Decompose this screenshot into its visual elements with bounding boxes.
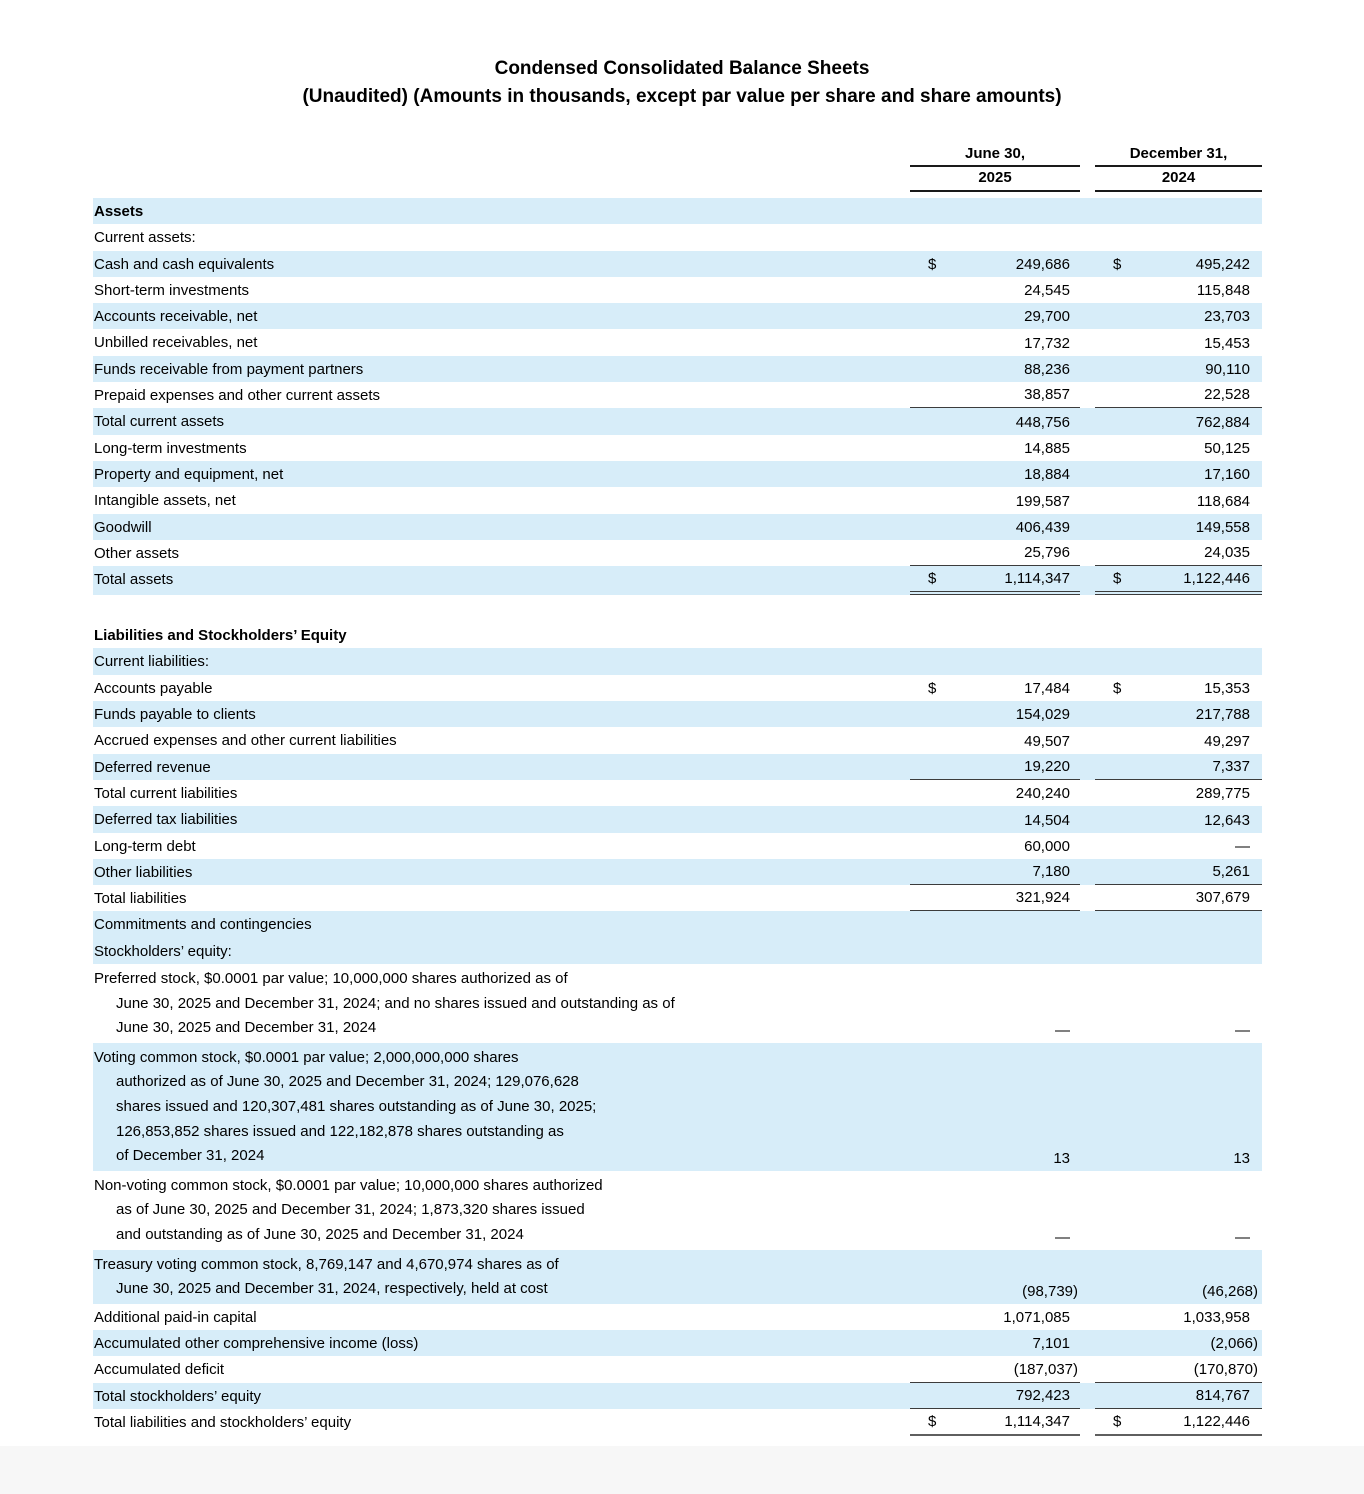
row-label-line: June 30, 2025 and December 31, 2024; and no shares issued and outstanding as of xyxy=(116,994,675,1012)
value: — xyxy=(1055,1021,1070,1039)
value: 49,297 xyxy=(1204,732,1250,750)
value: 118,684 xyxy=(1196,492,1250,510)
row-label-line: Preferred stock, $0.0001 par value; 10,000,000 shares authorized as of xyxy=(94,970,568,988)
section-spacer xyxy=(93,595,1262,622)
value-column-2 xyxy=(1095,1383,1262,1409)
table-row xyxy=(93,487,1262,513)
row-label: Other assets xyxy=(94,544,180,562)
value: 60,000 xyxy=(1024,837,1070,855)
value-column-2 xyxy=(1095,727,1262,753)
table-row xyxy=(93,277,1262,303)
table-row xyxy=(93,1250,1262,1304)
value: 49,507 xyxy=(1024,732,1070,750)
value-column-2 xyxy=(1095,514,1262,540)
value: 18,884 xyxy=(1024,466,1070,484)
column-header-june-30-2025 xyxy=(910,145,1080,192)
row-label: Liabilities and Stockholders’ Equity xyxy=(94,627,347,645)
row-label-line: Treasury voting common stock, 8,769,147 and 4,670,974 shares as of xyxy=(94,1255,559,1273)
table-row xyxy=(93,540,1262,566)
value-column-1 xyxy=(910,382,1080,408)
row-label-line: and outstanding as of June 30, 2025 and December 31, 2024 xyxy=(116,1225,524,1243)
value-column-1 xyxy=(910,251,1080,277)
value: 7,101 xyxy=(1032,1335,1070,1353)
table-row xyxy=(93,701,1262,727)
value-column-2 xyxy=(1095,1304,1262,1330)
value-column-1 xyxy=(910,1330,1080,1356)
value-column-1 xyxy=(910,833,1080,859)
table-row xyxy=(93,648,1262,674)
value: 321,924 xyxy=(1015,889,1070,907)
value-column-2 xyxy=(1095,408,1262,434)
value: 495,242 xyxy=(1195,255,1250,273)
value: 25,796 xyxy=(1024,544,1070,562)
value-column-1 xyxy=(910,198,1080,224)
table-row xyxy=(93,938,1262,964)
row-label: Deferred tax liabilities xyxy=(94,811,238,829)
value: 15,353 xyxy=(1204,680,1250,698)
value: (187,037) xyxy=(1013,1360,1078,1378)
value-column-1 xyxy=(910,859,1080,885)
value: 15,453 xyxy=(1204,334,1250,352)
row-label xyxy=(93,1043,910,1171)
row-label: Current assets: xyxy=(94,229,196,247)
value-column-1 xyxy=(910,487,1080,513)
value-column-1 xyxy=(910,648,1080,674)
column-header-year: 2025 xyxy=(910,167,1080,192)
value: 249,686 xyxy=(1015,255,1070,273)
value-column-1 xyxy=(910,435,1080,461)
value: 762,884 xyxy=(1195,413,1250,431)
value: 90,110 xyxy=(1205,361,1250,379)
value-column-1 xyxy=(910,356,1080,382)
value-column-2 xyxy=(1095,964,1262,1043)
table-row xyxy=(93,329,1262,355)
value-column-1 xyxy=(910,1043,1080,1171)
value: 814,767 xyxy=(1195,1386,1250,1404)
value: 14,885 xyxy=(1024,439,1070,457)
value-column-2 xyxy=(1095,1043,1262,1171)
value-column-1 xyxy=(910,1356,1080,1382)
value-column-1 xyxy=(910,1409,1080,1436)
value-column-1 xyxy=(910,911,1080,937)
row-label: Total assets xyxy=(94,571,174,589)
value-column-1 xyxy=(910,754,1080,780)
value: 1,071,085 xyxy=(1003,1309,1070,1327)
value: (98,739) xyxy=(1022,1282,1078,1300)
value-column-2 xyxy=(1095,382,1262,408)
value-column-2 xyxy=(1095,911,1262,937)
table-row xyxy=(93,566,1262,595)
row-label: Commitments and contingencies xyxy=(94,916,312,934)
page-subtitle: (Unaudited) (Amounts in thousands, except par value per share and share amounts) xyxy=(302,86,1062,107)
value: 289,775 xyxy=(1195,785,1250,803)
value: 13 xyxy=(1053,1149,1070,1167)
table-row xyxy=(93,382,1262,408)
row-label: Accounts receivable, net xyxy=(94,308,258,326)
dollar-sign: $ xyxy=(1113,1412,1122,1430)
table-row xyxy=(93,1409,1262,1436)
dollar-sign: $ xyxy=(1113,570,1122,588)
value: 38,857 xyxy=(1024,386,1070,404)
value: 17,160 xyxy=(1204,466,1250,484)
value-column-1 xyxy=(910,224,1080,250)
table-row xyxy=(93,911,1262,937)
table-row xyxy=(93,1304,1262,1330)
table-row xyxy=(93,622,1262,648)
row-label: Property and equipment, net xyxy=(94,465,284,483)
row-label: Current liabilities: xyxy=(94,653,210,671)
value: 1,122,446 xyxy=(1183,1412,1250,1430)
table-row xyxy=(93,1043,1262,1171)
row-label: Deferred revenue xyxy=(94,758,211,776)
value: 12,643 xyxy=(1204,811,1250,829)
value: 217,788 xyxy=(1195,706,1250,724)
value: 17,484 xyxy=(1024,680,1070,698)
table-row xyxy=(93,964,1262,1043)
value: 7,337 xyxy=(1212,757,1250,775)
value-column-1 xyxy=(910,727,1080,753)
value-column-2 xyxy=(1095,1356,1262,1382)
table-row xyxy=(93,1171,1262,1250)
value-column-1 xyxy=(910,540,1080,566)
value-column-1 xyxy=(910,1383,1080,1409)
page-bottom-shade xyxy=(0,1446,1364,1494)
value: 13 xyxy=(1233,1149,1250,1167)
value-column-2 xyxy=(1095,648,1262,674)
table-row xyxy=(93,224,1262,250)
value-column-2 xyxy=(1095,435,1262,461)
row-label-line: Non-voting common stock, $0.0001 par value; 10,000,000 shares authorized xyxy=(94,1176,603,1194)
value-column-2 xyxy=(1095,540,1262,566)
page-title: Condensed Consolidated Balance Sheets xyxy=(494,58,870,79)
dollar-sign: $ xyxy=(1113,255,1122,273)
value-column-1 xyxy=(910,514,1080,540)
table-row xyxy=(93,198,1262,224)
table-row xyxy=(93,1330,1262,1356)
dollar-sign: $ xyxy=(928,255,937,273)
dollar-sign: $ xyxy=(928,1412,937,1430)
value-column-2 xyxy=(1095,303,1262,329)
value: (46,268) xyxy=(1202,1282,1258,1300)
value-column-2 xyxy=(1095,1409,1262,1436)
row-label-line: shares issued and 120,307,481 shares outstanding as of June 30, 2025; xyxy=(116,1097,597,1115)
row-label: Total current liabilities xyxy=(94,784,238,802)
value: 24,545 xyxy=(1024,282,1070,300)
value-column-2 xyxy=(1095,780,1262,806)
balance-sheet-table xyxy=(93,145,1262,1436)
row-label-line: of December 31, 2024 xyxy=(116,1147,265,1165)
row-label-line: 126,853,852 shares issued and 122,182,878 shares outstanding as xyxy=(116,1122,564,1140)
value-column-1 xyxy=(910,277,1080,303)
value: 154,029 xyxy=(1015,706,1070,724)
value-column-2 xyxy=(1095,566,1262,595)
row-label-line: authorized as of June 30, 2025 and December 31, 2024; 129,076,628 xyxy=(116,1073,579,1091)
table-row xyxy=(93,356,1262,382)
value-column-2 xyxy=(1095,329,1262,355)
row-label: Accrued expenses and other current liabilities xyxy=(94,732,397,750)
value-column-2 xyxy=(1095,1250,1262,1304)
value-column-1 xyxy=(910,461,1080,487)
value-column-2 xyxy=(1095,806,1262,832)
column-header-december-31-2024 xyxy=(1095,145,1262,192)
row-label: Additional paid-in capital xyxy=(94,1308,257,1326)
value: — xyxy=(1235,1228,1250,1246)
value-column-1 xyxy=(910,329,1080,355)
table-row xyxy=(93,754,1262,780)
row-label: Total current assets xyxy=(94,413,225,431)
table-row xyxy=(93,303,1262,329)
row-label: Intangible assets, net xyxy=(94,492,236,510)
value: 22,528 xyxy=(1204,386,1250,404)
value: 448,756 xyxy=(1015,413,1070,431)
row-label: Unbilled receivables, net xyxy=(94,334,258,352)
row-label: Cash and cash equivalents xyxy=(94,255,275,273)
row-label: Long-term investments xyxy=(94,439,247,457)
value: (170,870) xyxy=(1193,1360,1258,1378)
value: 1,114,347 xyxy=(1004,570,1070,588)
value-column-2 xyxy=(1095,675,1262,701)
header-label-spacer xyxy=(93,145,910,192)
value: 307,679 xyxy=(1195,889,1250,907)
value: 1,114,347 xyxy=(1004,1412,1070,1430)
value: — xyxy=(1055,1228,1070,1246)
row-label-line: as of June 30, 2025 and December 31, 2024; 1,873,320 shares issued xyxy=(116,1201,585,1219)
table-row xyxy=(93,885,1262,911)
table-row xyxy=(93,859,1262,885)
row-label: Prepaid expenses and other current assets xyxy=(94,387,381,405)
value: 240,240 xyxy=(1015,785,1070,803)
dollar-sign: $ xyxy=(1113,680,1122,698)
row-label: Accounts payable xyxy=(94,679,213,697)
value-column-2 xyxy=(1095,938,1262,964)
value-column-1 xyxy=(910,1304,1080,1330)
value-column-1 xyxy=(910,675,1080,701)
value-column-2 xyxy=(1095,198,1262,224)
row-label: Stockholders’ equity: xyxy=(94,942,232,960)
value-column-2 xyxy=(1095,701,1262,727)
value-column-1 xyxy=(910,806,1080,832)
value: 406,439 xyxy=(1015,518,1070,536)
table-body xyxy=(93,198,1262,1436)
value-column-1 xyxy=(910,1250,1080,1304)
dollar-sign: $ xyxy=(928,680,937,698)
value: 50,125 xyxy=(1204,439,1250,457)
table-row xyxy=(93,806,1262,832)
value-column-2 xyxy=(1095,251,1262,277)
value-column-1 xyxy=(910,964,1080,1043)
value: 5,261 xyxy=(1212,863,1250,881)
value-column-1 xyxy=(910,938,1080,964)
value-column-2 xyxy=(1095,224,1262,250)
column-header-date-line: June 30, xyxy=(910,145,1080,167)
dollar-sign: $ xyxy=(928,570,937,588)
table-row xyxy=(93,1383,1262,1409)
row-label xyxy=(93,964,910,1043)
value-column-2 xyxy=(1095,1171,1262,1250)
value: 1,033,958 xyxy=(1183,1309,1250,1327)
column-header-date-line: December 31, xyxy=(1095,145,1262,167)
column-header-year: 2024 xyxy=(1095,167,1262,192)
table-header xyxy=(93,145,1262,192)
table-row xyxy=(93,675,1262,701)
value-column-1 xyxy=(910,566,1080,595)
value-column-1 xyxy=(910,622,1080,648)
row-label: Short-term investments xyxy=(94,281,250,299)
value-column-1 xyxy=(910,701,1080,727)
value: 149,558 xyxy=(1195,518,1250,536)
row-label xyxy=(93,1250,910,1304)
value: 14,504 xyxy=(1024,811,1070,829)
row-label: Total stockholders’ equity xyxy=(94,1387,262,1405)
value-column-2 xyxy=(1095,885,1262,911)
value-column-1 xyxy=(910,885,1080,911)
row-label: Assets xyxy=(94,203,144,220)
value: 199,587 xyxy=(1015,492,1070,510)
value: — xyxy=(1235,1021,1250,1039)
value-column-2 xyxy=(1095,356,1262,382)
table-row xyxy=(93,251,1262,277)
value: (2,066) xyxy=(1210,1335,1258,1353)
value-column-2 xyxy=(1095,859,1262,885)
table-row xyxy=(93,461,1262,487)
value: 88,236 xyxy=(1024,361,1070,379)
value: 29,700 xyxy=(1024,308,1070,326)
value: 1,122,446 xyxy=(1183,570,1250,588)
row-label-line: June 30, 2025 and December 31, 2024 xyxy=(116,1019,377,1037)
row-label: Other liabilities xyxy=(94,863,193,881)
value: 17,732 xyxy=(1024,334,1070,352)
row-label: Funds receivable from payment partners xyxy=(94,360,364,378)
table-row xyxy=(93,727,1262,753)
table-row xyxy=(93,833,1262,859)
table-row xyxy=(93,408,1262,434)
row-label: Long-term debt xyxy=(94,837,196,855)
table-row xyxy=(93,435,1262,461)
value: 23,703 xyxy=(1204,308,1250,326)
value-column-2 xyxy=(1095,1330,1262,1356)
value-column-2 xyxy=(1095,833,1262,859)
row-label: Goodwill xyxy=(94,518,152,536)
value-column-1 xyxy=(910,408,1080,434)
value-column-2 xyxy=(1095,487,1262,513)
row-label xyxy=(93,1171,910,1250)
row-label-line: Voting common stock, $0.0001 par value; 2,000,000,000 shares xyxy=(94,1048,519,1066)
table-row xyxy=(93,1356,1262,1382)
value-column-1 xyxy=(910,780,1080,806)
row-label: Total liabilities xyxy=(94,890,187,908)
value: 7,180 xyxy=(1032,863,1070,881)
value-column-2 xyxy=(1095,461,1262,487)
row-label-line: June 30, 2025 and December 31, 2024, respectively, held at cost xyxy=(116,1280,548,1298)
value: — xyxy=(1235,837,1250,855)
row-label: Accumulated other comprehensive income (loss) xyxy=(94,1335,419,1353)
table-row xyxy=(93,514,1262,540)
value-column-2 xyxy=(1095,622,1262,648)
value-column-1 xyxy=(910,303,1080,329)
value-column-2 xyxy=(1095,754,1262,780)
row-label: Funds payable to clients xyxy=(94,706,256,724)
row-label: Total liabilities and stockholders’ equity xyxy=(94,1413,352,1431)
value-column-2 xyxy=(1095,277,1262,303)
value: 792,423 xyxy=(1015,1386,1070,1404)
row-label: Accumulated deficit xyxy=(94,1361,225,1379)
value-column-1 xyxy=(910,1171,1080,1250)
value: 115,848 xyxy=(1196,282,1250,300)
value: 24,035 xyxy=(1204,544,1250,562)
table-row xyxy=(93,780,1262,806)
value: 19,220 xyxy=(1024,757,1070,775)
